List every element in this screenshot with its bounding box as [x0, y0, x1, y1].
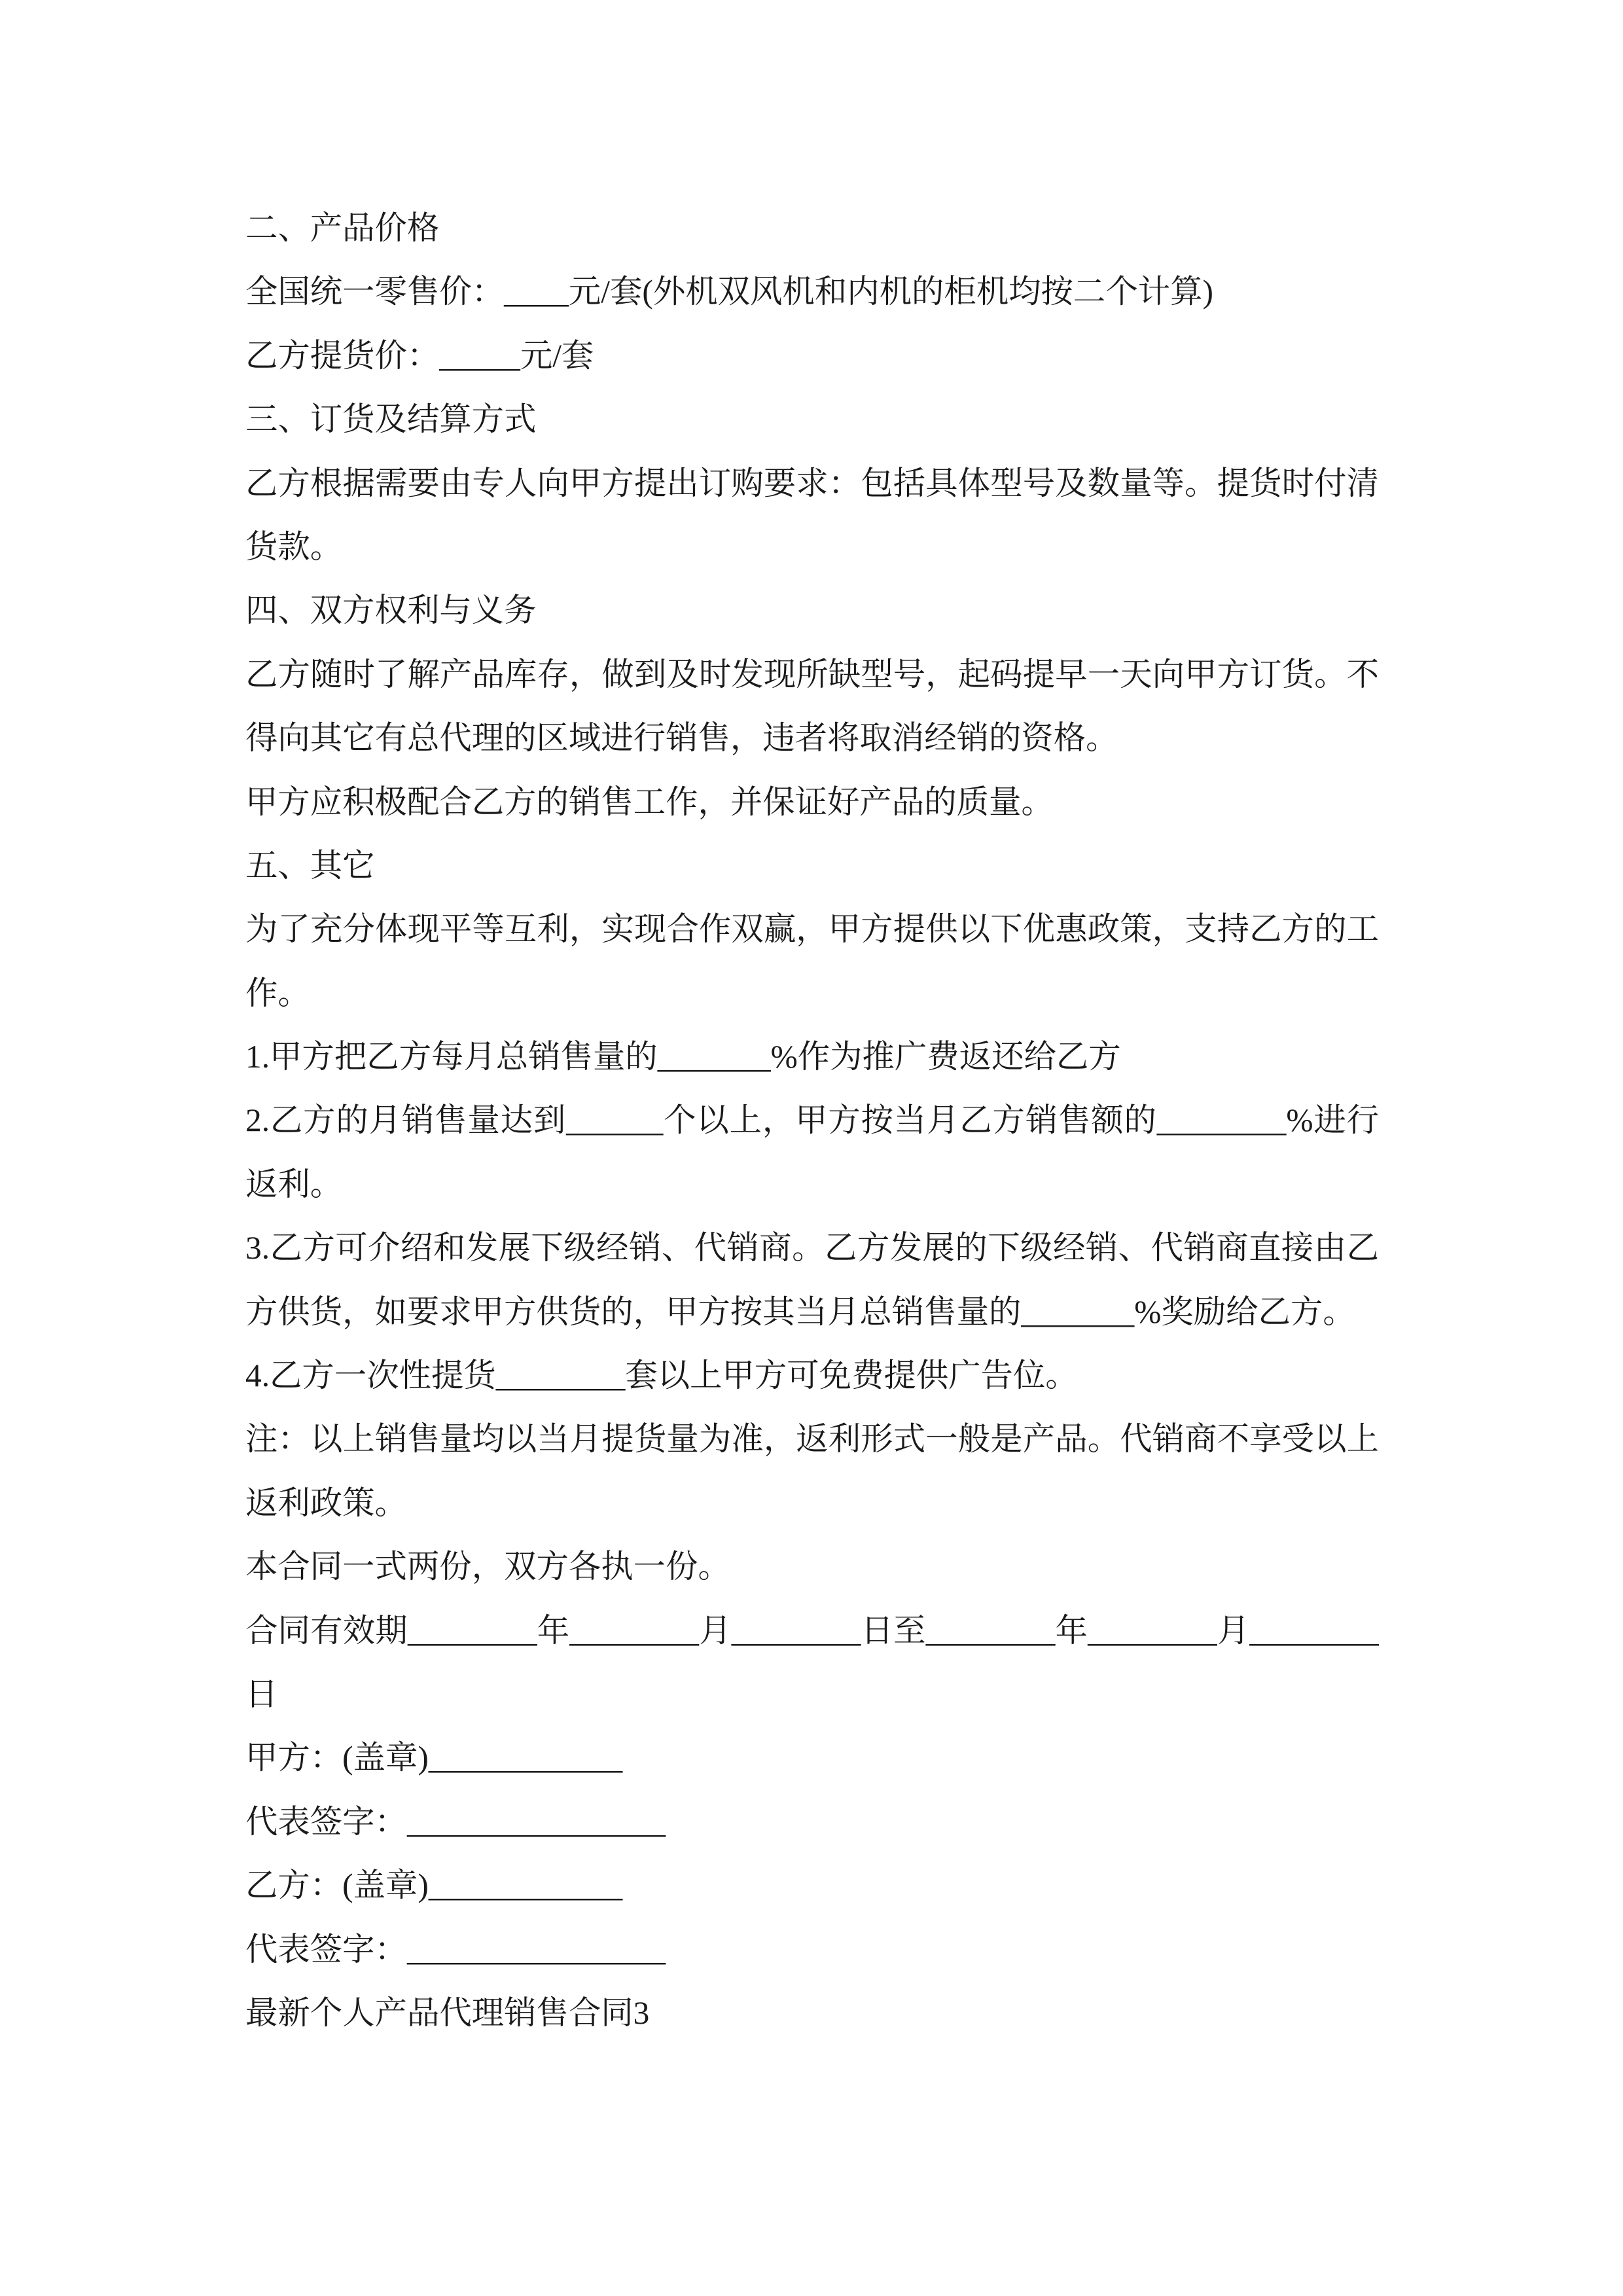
policy-item-2-line: 2.乙方的月销售量达到______个以上，甲方按当月乙方销售额的________%进行 — [245, 1102, 1379, 1139]
policy-item-3-line: 3.乙方可介绍和发展下级经销、代销商。乙方发展的下级经销、代销商直接由乙 — [245, 1230, 1379, 1266]
other-intro-line: 为了充分体现平等互利，实现合作双赢，甲方提供以下优惠政策，支持乙方的工 — [245, 911, 1379, 948]
policy-item-4: 4.乙方一次性提货________套以上甲方可免费提供广告位。 — [245, 1357, 1078, 1394]
contract-page — [245, 196, 1379, 2045]
party-a-duty-line: 甲方应积极配合乙方的销售工作，并保证好产品的质量。 — [245, 783, 1054, 820]
note-line: 注：以上销售量均以当月提货量为准，返利形式一般是产品。代销商不享受以上 — [245, 1421, 1379, 1458]
party-a-seal-line: 甲方：(盖章)____________ — [245, 1740, 623, 1776]
section-heading-price: 二、产品价格 — [245, 210, 440, 246]
other-intro-line: 作。 — [245, 975, 310, 1011]
party-b-seal-line: 乙方：(盖章)____________ — [245, 1867, 623, 1904]
ordering-text-line: 乙方根据需要由专人向甲方提出订购要求：包括具体型号及数量等。提货时付清 — [245, 465, 1379, 501]
ordering-text-line: 货款。 — [245, 528, 343, 565]
section-heading-ordering: 三、订货及结算方式 — [245, 401, 537, 438]
party-a-representative-line: 代表签字：________________ — [245, 1803, 666, 1840]
pickup-price-line: 乙方提货价：_____元/套 — [245, 337, 594, 374]
next-document-title: 最新个人产品代理销售合同3 — [245, 1994, 650, 2031]
validity-line: 日 — [245, 1676, 278, 1712]
party-b-duty-line: 乙方随时了解产品库存，做到及时发现所缺型号，起码提早一天向甲方订货。不 — [245, 656, 1379, 692]
policy-item-3-line: 方供货，如要求甲方供货的，甲方按其当月总销售量的_______%奖励给乙方。 — [245, 1293, 1355, 1330]
section-heading-other: 五、其它 — [245, 847, 375, 884]
copies-line: 本合同一式两份，双方各执一份。 — [245, 1549, 730, 1585]
policy-item-1: 1.甲方把乙方每月总销售量的_______%作为推广费返还给乙方 — [245, 1039, 1121, 1075]
policy-item-2-line: 返利。 — [245, 1166, 343, 1202]
party-b-representative-line: 代表签字：________________ — [245, 1931, 666, 1967]
note-line: 返利政策。 — [245, 1484, 407, 1521]
validity-line: 合同有效期________年________月________日至________年________月________ — [245, 1612, 1379, 1649]
retail-price-line: 全国统一零售价：____元/套(外机双风机和内机的柜机均按二个计算) — [245, 274, 1213, 310]
section-heading-rights: 四、双方权利与义务 — [245, 592, 537, 629]
party-b-duty-line: 得向其它有总代理的区域进行销售，违者将取消经销的资格。 — [245, 720, 1118, 757]
